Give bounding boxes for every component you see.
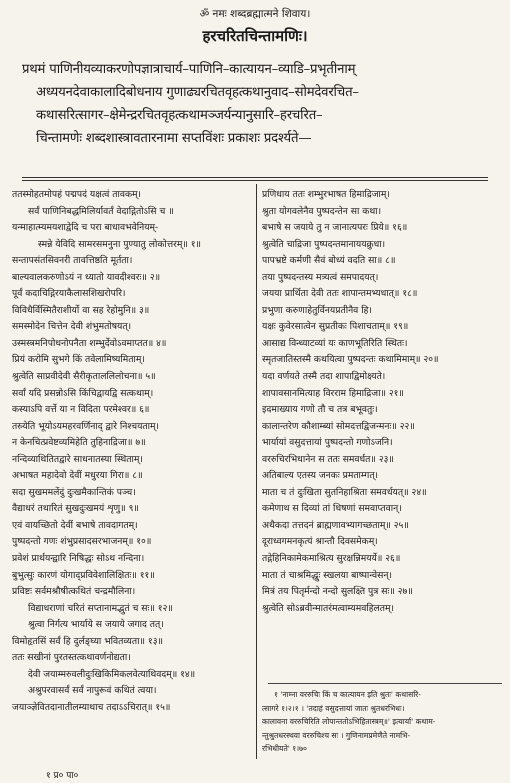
verse-line: यन्माहात्म्यमयशाद्वेदि च परा बाधावभवेनियम्-: [12, 222, 159, 234]
footnote-rule: [268, 683, 502, 684]
verse-line: समस्मोदेन चित्तेन देवी शंभुमतोषयत्।: [12, 321, 132, 333]
verse-line: जयया प्रार्थिता देवी ततः शापान्तमभ्यधात्॥ १८॥: [262, 288, 418, 300]
verse-line: शापावसानमित्याह विरराम हिमाद्रिजा॥ २१॥: [262, 387, 404, 399]
footnote-line: त्सागरे १।२।१ । 'तदाहं वसुदत्तायां जातः श्रुतधरभिधः।: [262, 703, 405, 713]
verse-line: श्रुत्वेति साप्रवीदेवी सैरीकृताललिलोचना॥ ५॥: [12, 371, 156, 383]
verse-line: वररुचिरभिधानेन स ततः समवर्धत॥ २३॥: [262, 453, 394, 465]
verse-line: सर्वं पाणिनिबद्धमिलिर्यावर्तं वेदाद्गितोऽसि च ॥: [28, 205, 174, 217]
verse-line: वैद्याधरं तथारितं सुखदुःखमयं शृणु॥ ९॥: [12, 503, 139, 515]
verse-line: माता तं चाश्रमिद्धुः स्खलया बाष्पान्वेसन्।: [262, 569, 392, 581]
header-line: चिन्तामणेः शब्दशास्त्रावतारनामा सप्तविंशः प्रकाशः प्रदर्श्यते—: [36, 131, 312, 146]
verse-line: प्रवेशं प्रार्थयन्द्वारि निषिद्धः सोऽथ नन्दिना।: [12, 553, 145, 565]
verse-line: बभाषे स जयाये तु न जानात्यपरः प्रिये॥ १६॥: [262, 222, 408, 234]
verse-line: बाल्यवालकरुणोऽयं न ध्यातो यावदीश्वरः॥ २॥: [12, 271, 161, 283]
verse-line: श्रुता योगवलेनैव पुष्पदन्तेन सा कथा।: [262, 205, 382, 217]
right-column: [262, 187, 502, 617]
verse-line: दूराध्वगमनकृत्यं श्रान्तौ दिवसमेकम्।: [262, 536, 378, 548]
verse-line: पुष्पदन्तो गणः शंभुप्रसादसरभाजनम्॥ १०॥: [12, 536, 152, 548]
verse-line: अथैकदा तत्तदनं ब्राह्मणावभ्यागच्छताम्॥ २५॥: [262, 519, 409, 531]
verse-line: प्रणिधाय ततः शम्भुरभाषत हिमाद्रिजाम्।: [262, 189, 390, 200]
verse-line: कमेणाथ स दिव्यां तां धिषणां समवाप्तवान्।: [262, 503, 402, 515]
verse-line: भार्यायां वसुदत्तायां पुष्पदन्तो गणोऽजनि।: [262, 437, 393, 449]
verse-line: उस्मस्त्रमनिपोधनोपनैता शम्भुर्देवोऽवमाप्तत॥ ४॥: [12, 337, 167, 349]
verse-line: एवं वायच्छितो देवीं बभाषे तावदागतम्।: [12, 519, 138, 531]
verse-line: ततस्मोहतमोपहं पद्मपदं यक्षत्वं तावकम्।: [12, 189, 142, 200]
verse-line: प्रविष्टः सर्वमश्रौषीत्कथितं चन्द्रमौलिना।: [12, 586, 136, 598]
verse-line: अभाषत महादेवो देवीं मधुरया गिरा॥ ८॥: [12, 470, 143, 482]
verse-line: देवी जयाम्मरुवलीदुःखिकिमिकलवेत्याथिवदम्॥ १४॥: [28, 668, 196, 680]
verse-line: श्रुत्वा निर्गत्य भार्याये स जयाये जगाद तत्।: [28, 619, 164, 631]
header-rule-top: [22, 177, 488, 178]
verse-line: जयाञ्ज्ञेवितदानातीलम्याथाच तदाऽऽचिरात्॥ १५॥: [12, 701, 171, 713]
verse-line: सन्तापसंतसिवनरी तावत्तिष्ठति मूर्तता।: [12, 255, 133, 267]
verse-line: अतिबाल्य एतस्य जनकः प्रमताम्गत्।: [262, 470, 379, 482]
footnote-line: न्तुश्रुतधरस्थवा वररुचिश्च सः । गुणिनामप्रमेणैते नामभि-: [262, 730, 411, 740]
verse-line: सदा सुखममलेंदुं दुःखमैकान्तिकं पञ्च।: [12, 486, 136, 498]
verse-line: माता च तं दुःखिता सुतनिहाश्रिता समवर्धयत्॥ २४॥: [262, 486, 427, 498]
verse-line: नन्दिव्याथितितद्वारे साधनातस्या स्थिताम्।: [12, 453, 143, 465]
header-line: अध्ययनदेवाकालादिबोधनाय गुणाढ्यरचितवृहत्कथानुवाद–सोमदेवरचित–: [36, 85, 359, 100]
page-signature: १ प्र० पा०: [46, 771, 79, 781]
verse-line: तस्र्येति भूयोऽयमहरवर्णिनाद् द्वारे निश्चयताम्।: [12, 420, 160, 432]
header-rule-bottom: [22, 180, 488, 181]
verse-line: श्रुत्वेति सोऽब्रवीन्मातरंमत्वाम्यमवहिलतम्।: [262, 602, 395, 614]
verse-line: विविधैर्विस्मितैराशीर्यो वा सह रेहोमुनि॥ ३॥: [12, 304, 150, 316]
verse-line: कस्याऽपि वर्त्ते या न विदिता परमेश्वर॥ ६॥: [12, 404, 150, 416]
verse-line: ततः सखीनां पुरतस्तत्कथावर्णनोद्यता।: [12, 652, 131, 664]
verse-line: विद्याधराणां चरितं सप्तानामद्भुतं च सः॥ १२॥: [28, 602, 173, 614]
invocation-line: ॐ नमः शब्दब्रह्मात्मने शिवाय।: [199, 8, 311, 20]
verse-line: अश्रुपरवासर्वं सर्वं ना‌पुरूवं कथितं त्वया।: [28, 685, 157, 697]
verse-line: स्मन्ने येविदि सामरसमनुना पुण्यातु लोकोत्तरम्॥ १॥: [38, 238, 202, 250]
verse-line: श्रुत्वेति चाद्रिजा पुष्पदन्तमानाययक्रुधा।: [262, 238, 386, 250]
verse-line: यक्षः कुवेरसात्वेन सुप्रतीकः पिशाचताम्॥ १९॥: [262, 321, 409, 333]
verse-line: कालान्तरेण कौशाम्ब्यां सोमदत्तद्विजन्मनः॥ २२॥: [262, 420, 415, 432]
verse-line: यदा वर्णयते तस्मै तदा शापाद्विमोक्ष्यते।: [262, 371, 386, 383]
verse-line: सर्वां यदि प्रसन्नोऽसि किंचिद्वायद्वि सत्कथाम्।: [12, 387, 154, 399]
verse-line: पापभ्रष्टे कर्मणी सैवं बोध्यं वदति सा॥ ८॥: [262, 255, 396, 267]
verse-line: न केनचित्प्रवेष्टव्यमिहेति तुहिनाद्रिजा॥ ७॥: [12, 437, 146, 449]
page-title: हरचरितचिन्तामणिः।: [202, 27, 308, 45]
verse-line: विमोहृतसिं सर्वं हि दुर्लङ्घ्या भवितव्यता॥ १३॥: [12, 635, 163, 647]
verse-line: तया पुष्पदन्तस्य मत्र्यत्वं समपादयत्।: [262, 271, 379, 283]
footnote-line: रभिधीयते' १।७०: [262, 744, 308, 753]
verse-line: स्मृतजातिस्तस्मै कथयित्वा पुष्पदन्तः कथामिमाम्॥ २०॥: [262, 354, 439, 366]
verse-line: तद्गेहिनिकामेकमाश्रित्य सुरक्षन्निमयर्ये॥ २६॥: [262, 553, 401, 565]
chapter-header: [22, 58, 492, 150]
header-line: प्रथमं पाणिनीयव्याकरणोपज्ञात्राचार्य–पाणिनि–कात्यायन–व्याडि–प्रभृतीनाम्: [22, 62, 356, 77]
verse-line: इदमाख्याय गणो तौ च तत्र बभूवतुः।: [262, 404, 378, 416]
verse-line: आसाद्य विन्ध्याटव्यां यः काणभूतिरिति स्थितः।: [262, 337, 408, 349]
footnote-line: १ 'नाम्ना वररुचिः किं च कात्यायन इति श्रुतः' कथासरि-: [274, 690, 421, 699]
column-divider: [256, 184, 257, 759]
verse-line: प्रभुणा करुणाहेतुर्विनयप्रतीनैव हि।: [262, 304, 372, 316]
footnotes: [262, 688, 504, 756]
verse-line: पूर्वं कदाचिद्गिरयाकैलासशिखरोपरि।: [12, 288, 126, 300]
left-column: [12, 187, 250, 717]
verse-line: मित्रं तय पितृर्मन्दो नन्दो सुलक्ष्ति पुत्र सः॥ २७॥: [262, 586, 413, 598]
verse-line: बुभुत्सुः कारणं योगाद्प्रविवेशालिक्षितः॥ ११॥: [12, 569, 155, 581]
footnote-line: कालावना वररुचिरिति लोपान्ततोऽभिहितास्त्रम्॥' इत्यार्या' कथाम-: [262, 717, 436, 726]
header-line: कथासरित्सागर–क्षेमेन्द्ररचितवृहत्कथामञ्जर्यन्यानुसारि–हरचरित–: [36, 108, 323, 123]
verse-line: प्रियं करोमि सुभगे किं तवेलामिष्यमिताम्।: [12, 354, 145, 366]
